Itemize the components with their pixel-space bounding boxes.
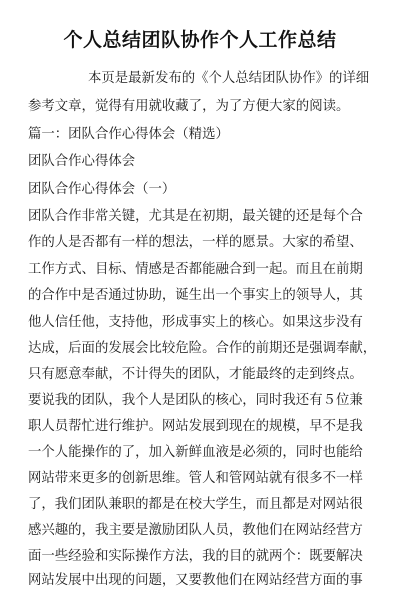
intro-line: 参考文章，觉得有用就收藏了，为了方便大家的阅读。: [28, 99, 350, 114]
body-line: 网站带来更多的创新思维。管人和管网站就有很多不一样: [28, 471, 363, 486]
body-line: 工作方式、目标、情感是否都能融合到一起。而且在前期: [28, 262, 363, 277]
body-line: 他人信任他，支持他，形成事实上的核心。如果这步没有: [28, 315, 363, 330]
intro-line: 本页是最新发布的《个人总结团队协作》的详细: [88, 71, 370, 86]
body-line: 的合作中是否通过协助，诞生出一个事实上的领导人，其: [28, 288, 363, 303]
body-line: 职人员帮忙进行维护。网站发展到现在的规模，早不是我: [28, 419, 363, 434]
body-line: 只有愿意奉献，不计得失的团队，才能最终的走到终点。: [28, 367, 363, 382]
body-line: 感兴趣的，我主要是激励团队人员，教他们在网站经营方: [28, 523, 363, 538]
body-line: 网站发展中出现的问题，又要教他们在网站经营方面的事: [28, 573, 363, 588]
body-line: 团队合作非常关键，尤其是在初期，最关键的还是每个合: [28, 209, 363, 224]
body-line: 一个人能操作的了，加入新鲜血液是必须的，同时也能给: [28, 445, 363, 460]
body-line: 了，我们团队兼职的都是在校大学生，而且都是对网站很: [28, 497, 363, 512]
body-line: 面一些经验和实际操作方法，我的目的就两个：既要解决: [28, 549, 363, 564]
document-title: 个人总结团队协作个人工作总结: [63, 29, 337, 51]
body-line: 达成，后面的发展会比较危险。合作的前期还是强调奉献，: [28, 341, 377, 356]
body-line: 作的人是否都有一样的想法，一样的愿景。大家的希望、: [28, 235, 363, 250]
section-heading: 团队合作心得体会（一）: [28, 182, 176, 197]
section-heading: 篇一：团队合作心得体会（精选）: [28, 127, 229, 142]
body-line: 要说我的团队，我个人是团队的核心，同时我还有５位兼: [28, 393, 363, 408]
section-heading: 团队合作心得体会: [28, 154, 136, 169]
